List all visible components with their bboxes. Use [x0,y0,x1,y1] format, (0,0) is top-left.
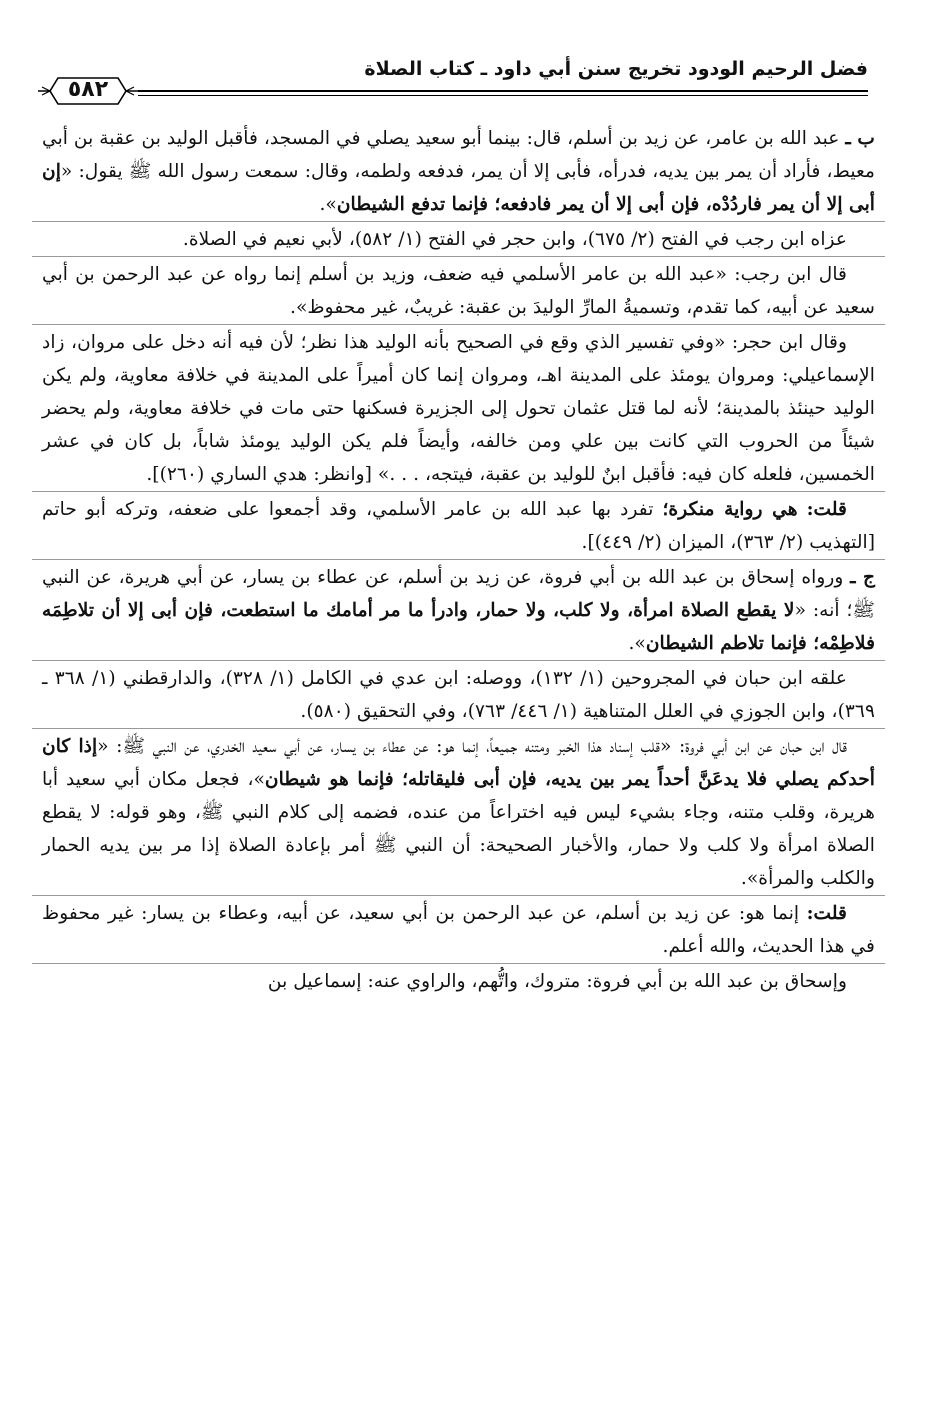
paragraph [42,122,875,221]
bold-text: قلت: [806,498,847,520]
bold-text: لا يقطع الصلاة امرأة، ولا كلب، ولا حمار، وادرأ ما مر أمامك ما استطعت، فإن أبى إلا أن تلاطِمَه فلاطِمْه؛ فإنما تلاطم الشيطان [42,599,875,654]
paragraph [42,493,875,559]
page-number-ornament [38,74,138,108]
paragraph [42,561,875,660]
page-body [42,122,875,1000]
bold-text: إذا كان أحدكم يصلي فلا يدعَنَّ أحداً يمر بين يديه، فإن أبى فليقاتله؛ فإنما هو شيطان [42,735,875,790]
header-rule-thin [138,95,868,96]
paragraph [42,897,875,963]
paragraph [42,223,875,256]
paragraph [42,258,875,324]
text-segment: وقال ابن حجر: «وفي تفسير الذي وقع في الصحيح بأنه الوليد هذا نظر؛ لأن فيه أنه دخل على مروان، زاد الإسماعيلي: ومروان يومئذ على المدينة اهـ، ومروان إنما كان أميراً على المدينة في خلافة معاوية، ولم يكن الوليد حينئذ بالمدينة؛ لأنه لما قتل عثمان تحول إلى الجزيرة فسكنها حتى مات في خلافة معاوية، ولم يحضر شيئاً من الحروب التي كانت بين علي ومن خالفه، وأيضاً فلم يكن الوليد يومئذ شاباً، بل كان في عشر الخمسين، فلعله كان فيه: فأقبل ابنٌ للوليد بن عقبة، فيتجه، . . .» [وانظر: هدي الساري (٢٦٠)]. [42,332,875,485]
paragraph [42,965,875,998]
text-segment: إنما هو: عن زيد بن أسلم، عن عبد الرحمن بن أبي سعيد، عن أبيه، وعطاء بن يسار: غير محفوظ في هذا الحديث، والله أعلم. [42,903,875,957]
text-segment: قال ابن حبان عن ابن أبي فروة: «قلب إسناد هذا الخبر ومتنه جميعاً، إنما هو: عن عطاء بن يسار، عن أبي سعيد الخدري، عن النبي ﷺ: « [97,736,848,757]
bold-text: قلت: [806,902,847,924]
paragraph [42,662,875,728]
page-header [38,40,868,110]
header-rule [138,90,868,92]
bold-text: هي رواية منكرة؛ [662,498,798,520]
text-segment: تفرد بها عبد الله بن عامر الأسلمي، وقد أجمعوا على ضعفه، وتركه أبو حاتم [التهذيب (٢/ ٣٦٣)، الميزان (٢/ ٤٤٩)]. [42,499,875,553]
text-segment: وإسحاق بن عبد الله بن أبي فروة: متروك، واتُّهم، والراوي عنه: إسماعيل بن [267,971,847,992]
text-segment: علقه ابن حبان في المجروحين (١/ ١٣٢)، ووصله: ابن عدي في الكامل (١/ ٣٢٨)، والدارقطني (١/ ٣٦٨ ـ ٣٦٩)، وابن الجوزي في العلل المتناهية (١/ ٤٤٦/ ٧٦٣)، وفي التحقيق (٥٨٠). [42,668,875,722]
text-segment: ». [319,194,337,215]
bold-text: ب ـ [845,127,875,149]
page-number: ٥٨٢ [67,77,109,102]
text-segment: عزاه ابن رجب في الفتح (٢/ ٦٧٥)، وابن حجر في الفتح (١/ ٥٨٢)، لأبي نعيم في الصلاة. [182,229,847,250]
text-segment: عبد الله بن عامر، عن زيد بن أسلم، قال: بينما أبو سعيد يصلي في المسجد، فأقبل الوليد بن عقبة بن أبي معيط، فأراد أن يمر بين يديه، فدرأه، فأبى إلا أن يمر، فدفعه ولطمه، وقال: سمعت رسول الله ﷺ يقول: « [42,128,875,182]
text-segment [798,499,807,520]
paragraph [42,730,875,895]
text-segment: ». [628,633,646,654]
text-segment: ورواه إسحاق بن عبد الله بن أبي فروة، عن زيد بن أسلم، عن عطاء بن يسار، عن أبي هريرة، عن النبي ﷺ؛ أنه: « [42,567,875,621]
bold-text: إن أبى إلا أن يمر فاردُدْه، فإن أبى إلا أن يمر فادفعه؛ فإنما تدفع الشيطان [42,160,875,215]
paragraph [42,326,875,491]
running-title: فضل الرحيم الودود تخريج سنن أبي داود ـ كتاب الصلاة [364,58,868,80]
text-segment: قال ابن رجب: «عبد الله بن عامر الأسلمي فيه ضعف، وزيد بن أسلم إنما رواه عن عبد الرحمن بن أبي سعيد عن أبيه، كما تقدم، وتسميةُ المارِّ الوليدَ بن عقبة: غريبٌ، غير محفوظ». [42,264,875,318]
bold-text: ج ـ [850,566,876,588]
text-segment: »، فجعل مكان أبي سعيد أبا هريرة، وقلب متنه، وجاء بشيء ليس فيه اختراعاً من عنده، فضمه إلى كلام النبي ﷺ، وهو قوله: لا يقطع الصلاة امرأة ولا كلب ولا حمار، والأخبار الصحيحة: أن النبي ﷺ أمر بإعادة الصلاة إذا مر بين يديه الحمار والكلب والمرأة». [42,769,875,889]
